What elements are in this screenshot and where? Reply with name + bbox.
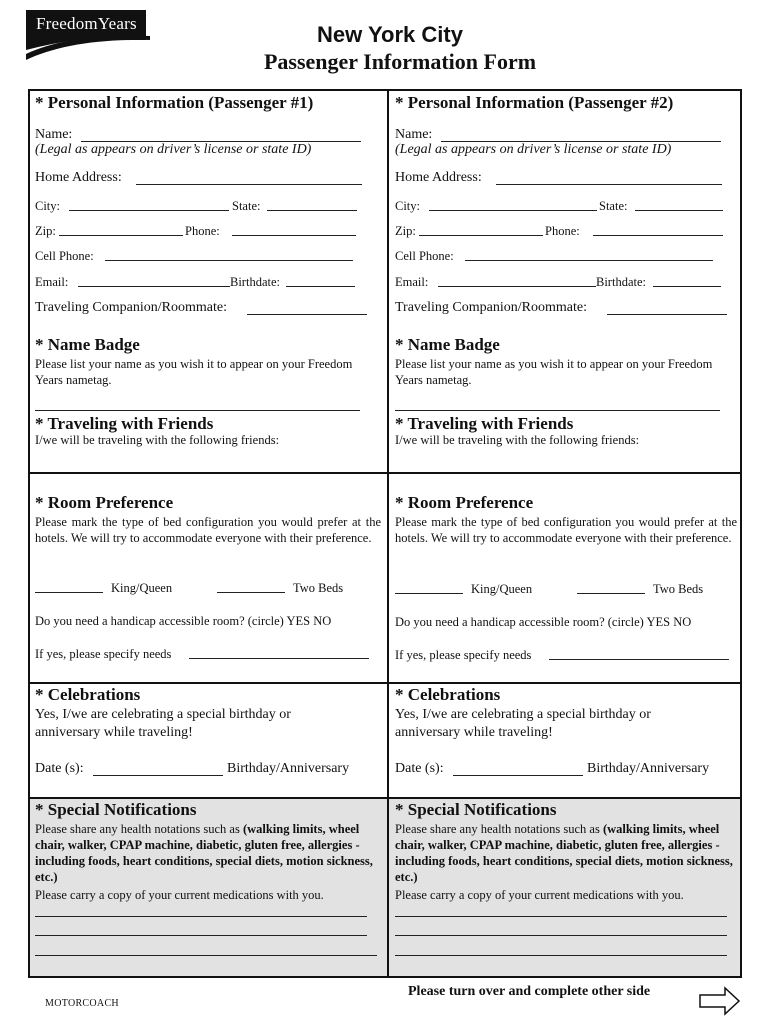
city-field[interactable] <box>69 210 229 211</box>
name-note: (Legal as appears on driver’s license or state ID) <box>35 142 312 157</box>
name-badge-field[interactable] <box>395 410 720 411</box>
email-label: Email: <box>395 275 429 289</box>
king-queen-field[interactable] <box>395 593 463 594</box>
state-label: State: <box>599 199 628 213</box>
city-label: City: <box>35 199 61 213</box>
birthday-anniversary-label: Birthday/Anniversary <box>227 761 350 776</box>
birthday-anniversary-label: Birthday/Anniversary <box>587 761 710 776</box>
specify-needs-field[interactable] <box>189 658 369 659</box>
phone-label: Phone: <box>185 224 220 238</box>
cell-phone-label: Cell Phone: <box>35 249 94 263</box>
home-address-field[interactable] <box>136 184 362 185</box>
two-beds-label: Two Beds <box>293 581 344 595</box>
name-badge-heading: * Name Badge <box>395 335 500 354</box>
birthdate-label: Birthdate: <box>230 275 280 289</box>
turn-over-note: Please turn over and complete other side <box>408 984 651 999</box>
state-label: State: <box>232 199 261 213</box>
state-field[interactable] <box>267 210 357 211</box>
special-notifications-heading: * Special Notifications <box>35 800 197 819</box>
traveling-friends-text: I/we will be traveling with the following friends: <box>395 433 640 447</box>
notification-line-1[interactable] <box>395 916 727 917</box>
logo-text: FreedomYears <box>36 14 137 33</box>
zip-label: Zip: <box>395 224 416 238</box>
special-notifications-text: Please share any health notations such as (walking limits, wheel chair, walker, CPAP machine, diabetic, gluten free, allergies - including foods, heart conditions, special diets, motion sickness, etc.) <box>35 822 373 884</box>
phone-label: Phone: <box>545 224 580 238</box>
special-notifications-heading: * Special Notifications <box>395 800 557 819</box>
email-field[interactable] <box>78 286 230 287</box>
companion-field[interactable] <box>607 314 727 315</box>
birthdate-field[interactable] <box>286 286 355 287</box>
column-divider <box>387 89 389 978</box>
companion-label: Traveling Companion/Roommate: <box>395 300 587 315</box>
zip-label: Zip: <box>35 224 56 238</box>
notification-line-2[interactable] <box>395 935 727 936</box>
home-address-field[interactable] <box>496 184 722 185</box>
king-queen-field[interactable] <box>35 592 103 593</box>
specify-needs-label: If yes, please specify needs <box>35 647 172 661</box>
name-badge-heading: * Name Badge <box>35 335 140 354</box>
name-label: Name: <box>395 127 433 142</box>
room-preference-text: Please mark the type of bed configuration you would prefer at the hotels. We will try to accommodate everyone with their preference. <box>395 515 737 545</box>
email-field[interactable] <box>438 286 596 287</box>
cell-phone-label: Cell Phone: <box>395 249 454 263</box>
cell-phone-field[interactable] <box>105 260 353 261</box>
room-preference-heading: * Room Preference <box>395 493 534 512</box>
name-badge-text: Please list your name as you wish it to appear on your Freedom Years nametag. <box>395 357 713 387</box>
page-title-city: New York City <box>317 22 463 47</box>
state-field[interactable] <box>635 210 723 211</box>
companion-label: Traveling Companion/Roommate: <box>35 300 227 315</box>
birthdate-label: Birthdate: <box>596 275 646 289</box>
room-preference-text: Please mark the type of bed configuration you would prefer at the hotels. We will try to accommodate everyone with their preference. <box>35 515 381 545</box>
home-address-label: Home Address: <box>35 170 122 185</box>
traveling-friends-text: I/we will be traveling with the following friends: <box>35 433 280 447</box>
king-queen-label: King/Queen <box>471 582 533 596</box>
zip-field[interactable] <box>59 235 183 236</box>
two-beds-field[interactable] <box>577 593 645 594</box>
specify-needs-field[interactable] <box>549 659 729 660</box>
email-label: Email: <box>35 275 69 289</box>
celebrations-heading: * Celebrations <box>395 685 501 704</box>
motorcoach-label: MOTORCOACH <box>45 998 119 1009</box>
arrow-right-icon <box>699 986 741 1016</box>
birthdate-field[interactable] <box>653 286 721 287</box>
date-label: Date (s): <box>395 761 444 776</box>
two-beds-label: Two Beds <box>653 582 704 596</box>
name-label: Name: <box>35 127 73 142</box>
notification-line-3[interactable] <box>35 955 377 956</box>
notification-line-2[interactable] <box>35 935 367 936</box>
medications-text: Please carry a copy of your current medications with you. <box>395 888 684 902</box>
city-field[interactable] <box>429 210 597 211</box>
two-beds-field[interactable] <box>217 592 285 593</box>
name-badge-text: Please list your name as you wish it to appear on your Freedom Years nametag. <box>35 357 353 387</box>
row-divider-3 <box>28 797 742 799</box>
name-badge-field[interactable] <box>35 410 360 411</box>
room-preference-heading: * Room Preference <box>35 493 174 512</box>
date-label: Date (s): <box>35 761 84 776</box>
phone-field[interactable] <box>593 235 723 236</box>
home-address-label: Home Address: <box>395 170 482 185</box>
celebration-date-field[interactable] <box>453 775 583 776</box>
traveling-friends-heading: * Traveling with Friends <box>35 414 214 433</box>
medications-text: Please carry a copy of your current medications with you. <box>35 888 324 902</box>
name-note: (Legal as appears on driver’s license or state ID) <box>395 142 672 157</box>
zip-field[interactable] <box>419 235 543 236</box>
row-divider-2 <box>28 682 742 684</box>
special-notifications-text: Please share any health notations such as (walking limits, wheel chair, walker, CPAP machine, diabetic, gluten free, allergies - including foods, heart conditions, special diets, motion sickness, etc.) <box>395 822 733 884</box>
cell-phone-field[interactable] <box>465 260 713 261</box>
notification-line-1[interactable] <box>35 916 367 917</box>
traveling-friends-heading: * Traveling with Friends <box>395 414 574 433</box>
page-title-form: Passenger Information Form <box>263 49 537 74</box>
celebration-date-field[interactable] <box>93 775 223 776</box>
king-queen-label: King/Queen <box>111 581 173 595</box>
celebrations-heading: * Celebrations <box>35 685 141 704</box>
celebrations-text: Yes, I/we are celebrating a special birthday or anniversary while traveling! <box>35 707 291 740</box>
handicap-question: Do you need a handicap accessible room? (circle) YES NO <box>395 615 692 629</box>
row-divider-1 <box>28 472 742 474</box>
celebrations-text: Yes, I/we are celebrating a special birthday or anniversary while traveling! <box>395 707 651 740</box>
companion-field[interactable] <box>247 314 367 315</box>
notification-line-3[interactable] <box>395 955 727 956</box>
handicap-question: Do you need a handicap accessible room? (circle) YES NO <box>35 614 332 628</box>
personal-heading: * Personal Information (Passenger #1) <box>35 93 314 112</box>
city-label: City: <box>395 199 421 213</box>
phone-field[interactable] <box>232 235 356 236</box>
personal-heading: * Personal Information (Passenger #2) <box>395 93 674 112</box>
specify-needs-label: If yes, please specify needs <box>395 648 532 662</box>
